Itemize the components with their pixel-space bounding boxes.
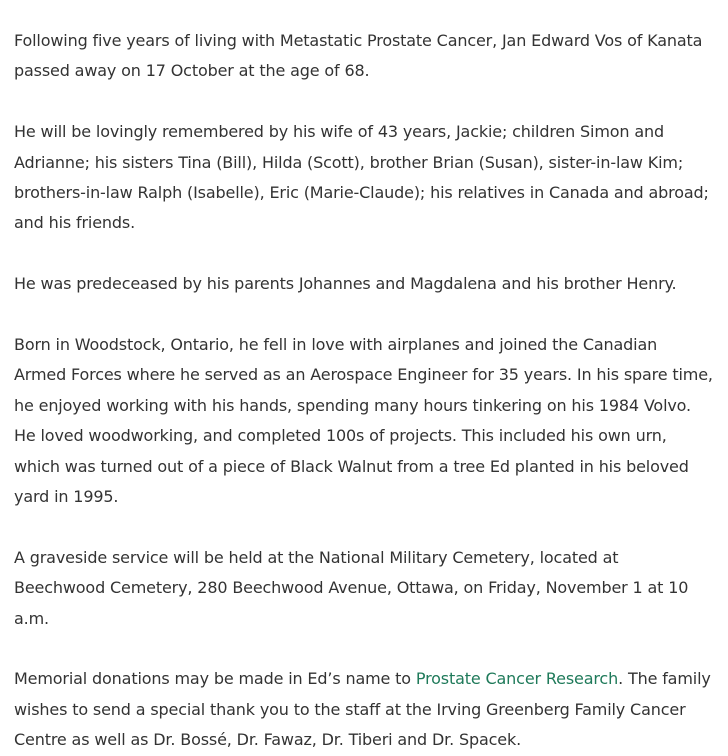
prostate-cancer-research-link[interactable]: Prostate Cancer Research [415, 669, 619, 689]
paragraph-memorial-donations [14, 664, 714, 755]
paragraph-passing: Following five years of living with Metastatic Prostate Cancer, Jan Edward Vos of Kanata passed away on 17 October at the age of 68. [14, 31, 703, 81]
paragraph-predeceased: He was predeceased by his parents Johannes and Magdalena and his brother Henry. [14, 274, 677, 294]
obituary-article [14, 26, 714, 756]
donations-text-end: . The family wishes to send a special thank you to the staff at the Irving Greenberg Family Cancer Centre as well as Dr. Bossé, Dr. Fawaz, Dr. Tiberi and Dr. Spacek. [14, 669, 711, 750]
paragraph-remembered-by: He will be lovingly remembered by his wife of 43 years, Jackie; children Simon and Adrianne; his sisters Tina (Bill), Hilda (Scott), brother Brian (Susan), sister-in-law Kim; brothers-in-law Ralph (Isabelle), Eric (Marie-Claude); his relatives in Canada and abroad; and his friends. [14, 122, 709, 233]
paragraph-life-story: Born in Woodstock, Ontario, he fell in love with airplanes and joined the Canadian Armed Forces where he served as an Aerospace Engineer for 35 years. In his spare time, he enjoyed working with his hands, spending many hours tinkering on his 1984 Volvo. He loved woodworking, and completed 100s of projects. This included his own urn, which was turned out of a piece of Black Walnut from a tree Ed planted in his beloved yard in 1995. [14, 335, 713, 507]
paragraph-service-details: A graveside service will be held at the National Military Cemetery, located at Beechwood Cemetery, 280 Beechwood Avenue, Ottawa, on Friday, November 1 at 10 a.m. [14, 547, 689, 628]
donations-text-start: Memorial donations may be made in Ed’s name to [14, 669, 416, 689]
